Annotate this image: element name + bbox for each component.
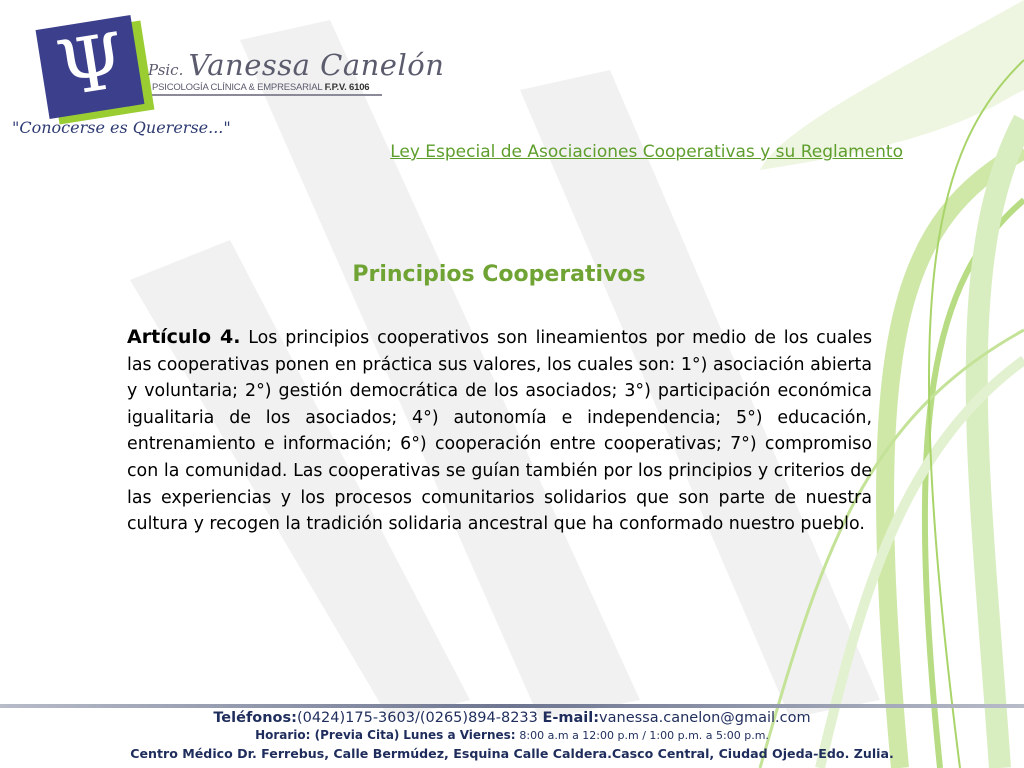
phones-value: (0424)175-3603/(0265)894-8233 [296, 710, 538, 726]
footer [0, 704, 1024, 768]
footer-contact-line [0, 710, 1024, 726]
footer-address-line: Centro Médico Dr. Ferrebus, Calle Bermúdez, Esquina Calle Caldera.Casco Central, Ciudad Ojeda-Edo. Zulia. [130, 746, 894, 761]
schedule-days: Lunes a Viernes: [403, 728, 516, 742]
company-logo [12, 15, 445, 148]
logo-subtitle-text: PSICOLOGÍA CLÍNICA & EMPRESARIAL [152, 82, 323, 93]
logo-divider [152, 94, 382, 96]
schedule-hours: 8:00 a.m a 12:00 p.m / 1:00 p.m. a 5:00 p.m. [519, 729, 769, 742]
section-heading: Principios Cooperativos [352, 262, 646, 287]
schedule-label: Horario: (Previa Cita) [255, 728, 400, 742]
logo-subtitle [152, 82, 369, 93]
footer-divider [0, 704, 1024, 708]
phones-label: Teléfonos: [213, 710, 297, 726]
logo-name-main: Vanessa Canelón [188, 48, 445, 82]
logo-name [148, 48, 444, 82]
psi-symbol-icon: Ψ [51, 15, 131, 114]
article-text: Los principios cooperativos son lineamientos por medio de los cuales las cooperativas ponen en práctica sus valores, los cuales son: 1°) asociación abierta y voluntaria; 2°) gestión democrática de los asociados; 3°) participación económica igualitaria de los asociados; 4°) autonomía e independencia; 5°) educación, entrenamiento e información; 6°) cooperación entre cooperativas; 7°) compromiso con la comunidad. Las cooperativas se guían también por los principios y criterios de las experiencias y los procesos comunitarios solidarios que son parte de nuestra cultura y recogen la tradición solidaria ancestral que ha conformado nuestro pueblo. [127, 328, 873, 535]
footer-schedule-line [0, 728, 1024, 742]
logo-slogan: "Conocerse es Quererse..." [12, 118, 231, 137]
law-title-link[interactable]: Ley Especial de Asociaciones Cooperativas y su Reglamento [390, 142, 903, 162]
logo-fpv: F.P.V. 6106 [324, 82, 370, 93]
article-paragraph [127, 324, 872, 538]
email-label: E-mail: [542, 710, 600, 726]
article-label: Artículo 4. [127, 326, 241, 348]
logo-name-prefix: Psic. [148, 61, 184, 79]
email-value[interactable]: vanessa.canelon@gmail.com [599, 710, 811, 726]
